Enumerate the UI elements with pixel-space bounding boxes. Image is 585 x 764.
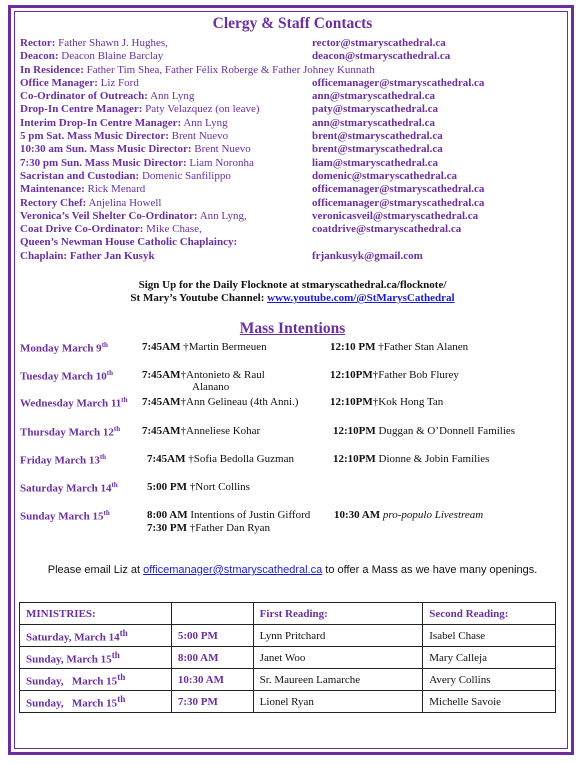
am-time: 7:45AM [142, 369, 181, 381]
contact-name: Anjelina Howell [88, 196, 162, 209]
intention-day [20, 341, 108, 355]
signup-block [0, 279, 585, 305]
intention-am [147, 509, 310, 521]
contact-role: 5 pm Sat. Mass Music Director: [20, 130, 169, 143]
contact-name: Father Tim Shea, Father Félix Roberge & Father Johney Kunnath [86, 63, 375, 76]
contacts-list [20, 37, 560, 263]
evening-text: †Father Dan Ryan [187, 522, 270, 534]
am-text-continued: Alanano [192, 381, 230, 393]
intention-am [147, 453, 294, 465]
day-label: Wednesday March 11 [20, 397, 122, 410]
table-row [20, 625, 556, 647]
contact-email[interactable]: ann@stmaryscathedral.ca [312, 90, 435, 103]
am-time: 5:00 PM [147, 481, 188, 493]
header-second-reading: Second Reading: [423, 603, 556, 625]
ministry-day [20, 691, 172, 713]
flocknote-line: Sign Up for the Daily Flocknote at stmaryscathedral.ca/flocknote/ [138, 279, 447, 291]
contact-role: Veronica’s Veil Shelter Co-Ordinator: [20, 209, 198, 222]
contact-name: Domenic Sanfilippo [141, 169, 231, 182]
contact-email[interactable]: ann@stmaryscathedral.ca [312, 116, 435, 129]
pm-text: †Father Stan Alanen [375, 341, 469, 353]
contact-email[interactable]: officemanager@stmaryscathedral.ca [312, 196, 485, 209]
second-reader: Isabel Chase [423, 625, 556, 647]
ministries-table [19, 602, 556, 713]
contact-role: Queen’s Newman House Catholic Chaplaincy: [20, 236, 238, 249]
contact-role: Maintenance: [20, 183, 85, 196]
contact-name: Paty Velazquez (on leave) [145, 103, 260, 116]
contact-row [20, 90, 560, 103]
contact-name: Brent Nuevo [171, 130, 229, 143]
contact-row [20, 64, 560, 77]
contact-role: 7:30 pm Sun. Mass Music Director: [20, 156, 187, 169]
contact-email[interactable]: coatdrive@stmaryscathedral.ca [312, 223, 462, 236]
intention-day [20, 396, 128, 410]
contact-row [20, 223, 560, 236]
pm-time: 12:10PM [333, 425, 376, 437]
day-suffix: th [113, 425, 121, 433]
contact-row [20, 117, 560, 130]
contact-role: Rector: [20, 37, 56, 49]
contact-row [20, 77, 560, 90]
contact-email[interactable]: brent@stmaryscathedral.ca [312, 143, 443, 156]
ministry-day [20, 669, 172, 691]
second-reader: Avery Collins [423, 669, 556, 691]
mass-intentions-title: Mass Intentions [239, 320, 346, 337]
am-time: 7:45AM [142, 341, 181, 353]
day-suffix: th [119, 627, 128, 638]
pm-time: 12:10PM [330, 369, 373, 381]
contact-name: Deacon Blaine Barclay [61, 50, 164, 63]
intention-day [20, 453, 106, 467]
intention-am [142, 425, 260, 437]
am-text: †Antonieto & Raul [180, 369, 265, 381]
contact-role: Coat Drive Co-Ordinator: [20, 223, 144, 236]
contact-role: Co-Ordinator of Outreach: [20, 90, 148, 103]
contact-role: Sacristan and Custodian: [20, 169, 140, 182]
intention-pm [330, 369, 459, 381]
day-label: Sunday, March 15 [26, 675, 118, 688]
intention-pm [330, 341, 468, 353]
day-suffix: th [117, 693, 126, 704]
pm-text: †Father Bob Flurey [372, 369, 459, 381]
contact-row [20, 103, 560, 116]
contact-row [20, 130, 560, 143]
contact-role: Drop-In Centre Manager: [20, 103, 143, 116]
first-reader: Sr. Maureen Lamarche [253, 669, 423, 691]
day-label: Sunday, March 15 [26, 697, 118, 710]
contact-role: 10:30 am Sun. Mass Music Director: [20, 143, 192, 156]
contact-email[interactable]: paty@stmaryscathedral.ca [312, 103, 439, 116]
day-label: Sunday, March 15 [26, 653, 112, 666]
contact-row [20, 143, 560, 156]
table-row [20, 691, 556, 713]
contact-email[interactable]: brent@stmaryscathedral.ca [312, 130, 443, 143]
ministry-day [20, 647, 172, 669]
intention-day [20, 509, 110, 523]
contact-row [20, 210, 560, 223]
intention-day [20, 425, 120, 439]
intention-day [20, 369, 113, 383]
contact-email[interactable]: officemanager@stmaryscathedral.ca [312, 76, 485, 89]
day-suffix: th [99, 453, 107, 461]
am-time: 7:45AM [142, 425, 181, 437]
header-time [171, 603, 253, 625]
contact-row [20, 157, 560, 170]
am-time: 8:00 AM [147, 509, 188, 521]
intention-am [142, 341, 267, 353]
contact-role: Rectory Chef: [20, 196, 87, 209]
evening-time: 7:30 PM [147, 522, 188, 534]
pm-text: Dionne & Jobin Families [375, 453, 490, 465]
pm-text: †Kok Hong Tan [372, 396, 444, 408]
table-row [20, 647, 556, 669]
day-label: Thursday March 12 [20, 426, 114, 439]
contact-role: Office Manager: [20, 76, 98, 89]
day-label: Friday March 13 [20, 454, 100, 467]
pm-text: pro-populo Livestream [380, 509, 484, 521]
day-suffix: th [121, 396, 128, 404]
contacts-title: Clergy & Staff Contacts [212, 15, 373, 32]
second-reader: Michelle Savoie [423, 691, 556, 713]
day-suffix: th [111, 481, 118, 489]
day-label: Monday March 9 [20, 342, 102, 355]
ministry-time: 7:30 PM [171, 691, 253, 713]
header-ministries: MINISTRIES: [20, 603, 172, 625]
contact-row [20, 37, 560, 50]
day-suffix: th [106, 369, 114, 377]
day-suffix: th [101, 341, 108, 349]
pm-time: 10:30 AM [334, 509, 381, 521]
contact-email[interactable]: veronicasveil@stmaryscathedral.ca [312, 209, 479, 222]
contact-name: Liz Ford [100, 76, 139, 89]
contact-row [20, 236, 560, 249]
contact-email[interactable]: domenic@stmaryscathedral.ca [312, 169, 457, 182]
intention-day [20, 481, 118, 495]
contact-role: In Residence: [20, 63, 84, 76]
intention-am [142, 369, 265, 381]
am-text: †Nort Collins [187, 481, 250, 493]
note-prefix: Please email Liz at [47, 564, 144, 576]
note-suffix: to offer a Mass as we have many openings. [322, 564, 538, 576]
first-reader: Janet Woo [253, 647, 423, 669]
ministry-time: 8:00 AM [171, 647, 253, 669]
first-reader: Lynn Pritchard [253, 625, 423, 647]
office-email-link[interactable]: officemanager@stmaryscathedral.ca [143, 564, 323, 576]
am-text: Intentions of Justin Gifford [187, 509, 311, 521]
day-label: Sunday March 15 [20, 510, 104, 523]
header-first-reading: First Reading: [253, 603, 423, 625]
pm-time: 12:10PM [330, 396, 373, 408]
am-time: 7:45AM [147, 453, 186, 465]
ministry-time: 5:00 PM [171, 625, 253, 647]
second-reader: Mary Calleja [423, 647, 556, 669]
ministry-time: 10:30 AM [171, 669, 253, 691]
am-time: 7:45AM [142, 396, 181, 408]
contact-name: Rick Menard [87, 183, 146, 196]
contact-name: Ann Lyng, [199, 209, 247, 222]
intention-pm [333, 453, 489, 465]
youtube-link[interactable]: www.youtube.com/@StMarysCathedral [267, 292, 455, 304]
table-row [20, 669, 556, 691]
day-label: Saturday March 14 [20, 482, 112, 495]
intention-am [142, 396, 298, 408]
am-text: †Ann Gelineau (4th Anni.) [180, 396, 299, 408]
contact-row [20, 170, 560, 183]
contact-email[interactable]: deacon@stmaryscathedral.ca [312, 50, 451, 63]
ministries-header-row [20, 603, 556, 625]
contact-email[interactable]: rector@stmaryscathedral.ca [312, 37, 446, 49]
day-suffix: th [103, 509, 110, 517]
contact-row [20, 197, 560, 210]
day-label: Saturday, March 14 [26, 631, 120, 644]
contact-name: Mike Chase, [146, 223, 202, 236]
intention-am [147, 481, 250, 493]
contact-name: Ann Lyng [183, 116, 228, 129]
offer-mass-note [0, 564, 585, 576]
pm-time: 12:10PM [333, 453, 376, 465]
am-text: †Martin Bermeuen [183, 341, 267, 353]
first-reader: Lionel Ryan [253, 691, 423, 713]
am-text: †Sofia Bedolla Guzman [185, 453, 294, 465]
contact-email[interactable]: liam@stmaryscathedral.ca [312, 156, 439, 169]
intention-evening [147, 522, 270, 534]
contact-row [20, 50, 560, 63]
contact-role: Chaplain: [20, 249, 68, 262]
intention-pm [333, 425, 515, 437]
day-suffix: th [117, 671, 126, 682]
pm-time: 12:10 PM [330, 341, 376, 353]
contact-row [20, 183, 560, 196]
contact-row [20, 250, 560, 263]
intention-pm [330, 396, 443, 408]
youtube-line [0, 292, 585, 305]
contact-name: Liam Noronha [189, 156, 254, 169]
contact-email[interactable]: officemanager@stmaryscathedral.ca [312, 183, 485, 196]
contact-name: Father Jan Kusyk [69, 249, 155, 262]
day-suffix: th [111, 649, 120, 660]
contact-email[interactable]: frjankusyk@gmail.com [312, 249, 423, 262]
contact-name: Father Shawn J. Hughes, [58, 37, 168, 49]
pm-text: Duggan & O’Donnell Families [375, 425, 516, 437]
contact-name: Brent Nuevo [194, 143, 251, 156]
contact-role: Deacon: [20, 50, 59, 63]
contact-name: Ann Lyng [150, 90, 195, 103]
intention-pm [334, 509, 483, 521]
contact-role: Interim Drop-In Centre Manager: [20, 116, 182, 129]
am-text: †Anneliese Kohar [180, 425, 261, 437]
day-label: Tuesday March 10 [20, 370, 107, 383]
youtube-label: St Mary’s Youtube Channel: [130, 292, 268, 304]
ministry-day [20, 625, 172, 647]
